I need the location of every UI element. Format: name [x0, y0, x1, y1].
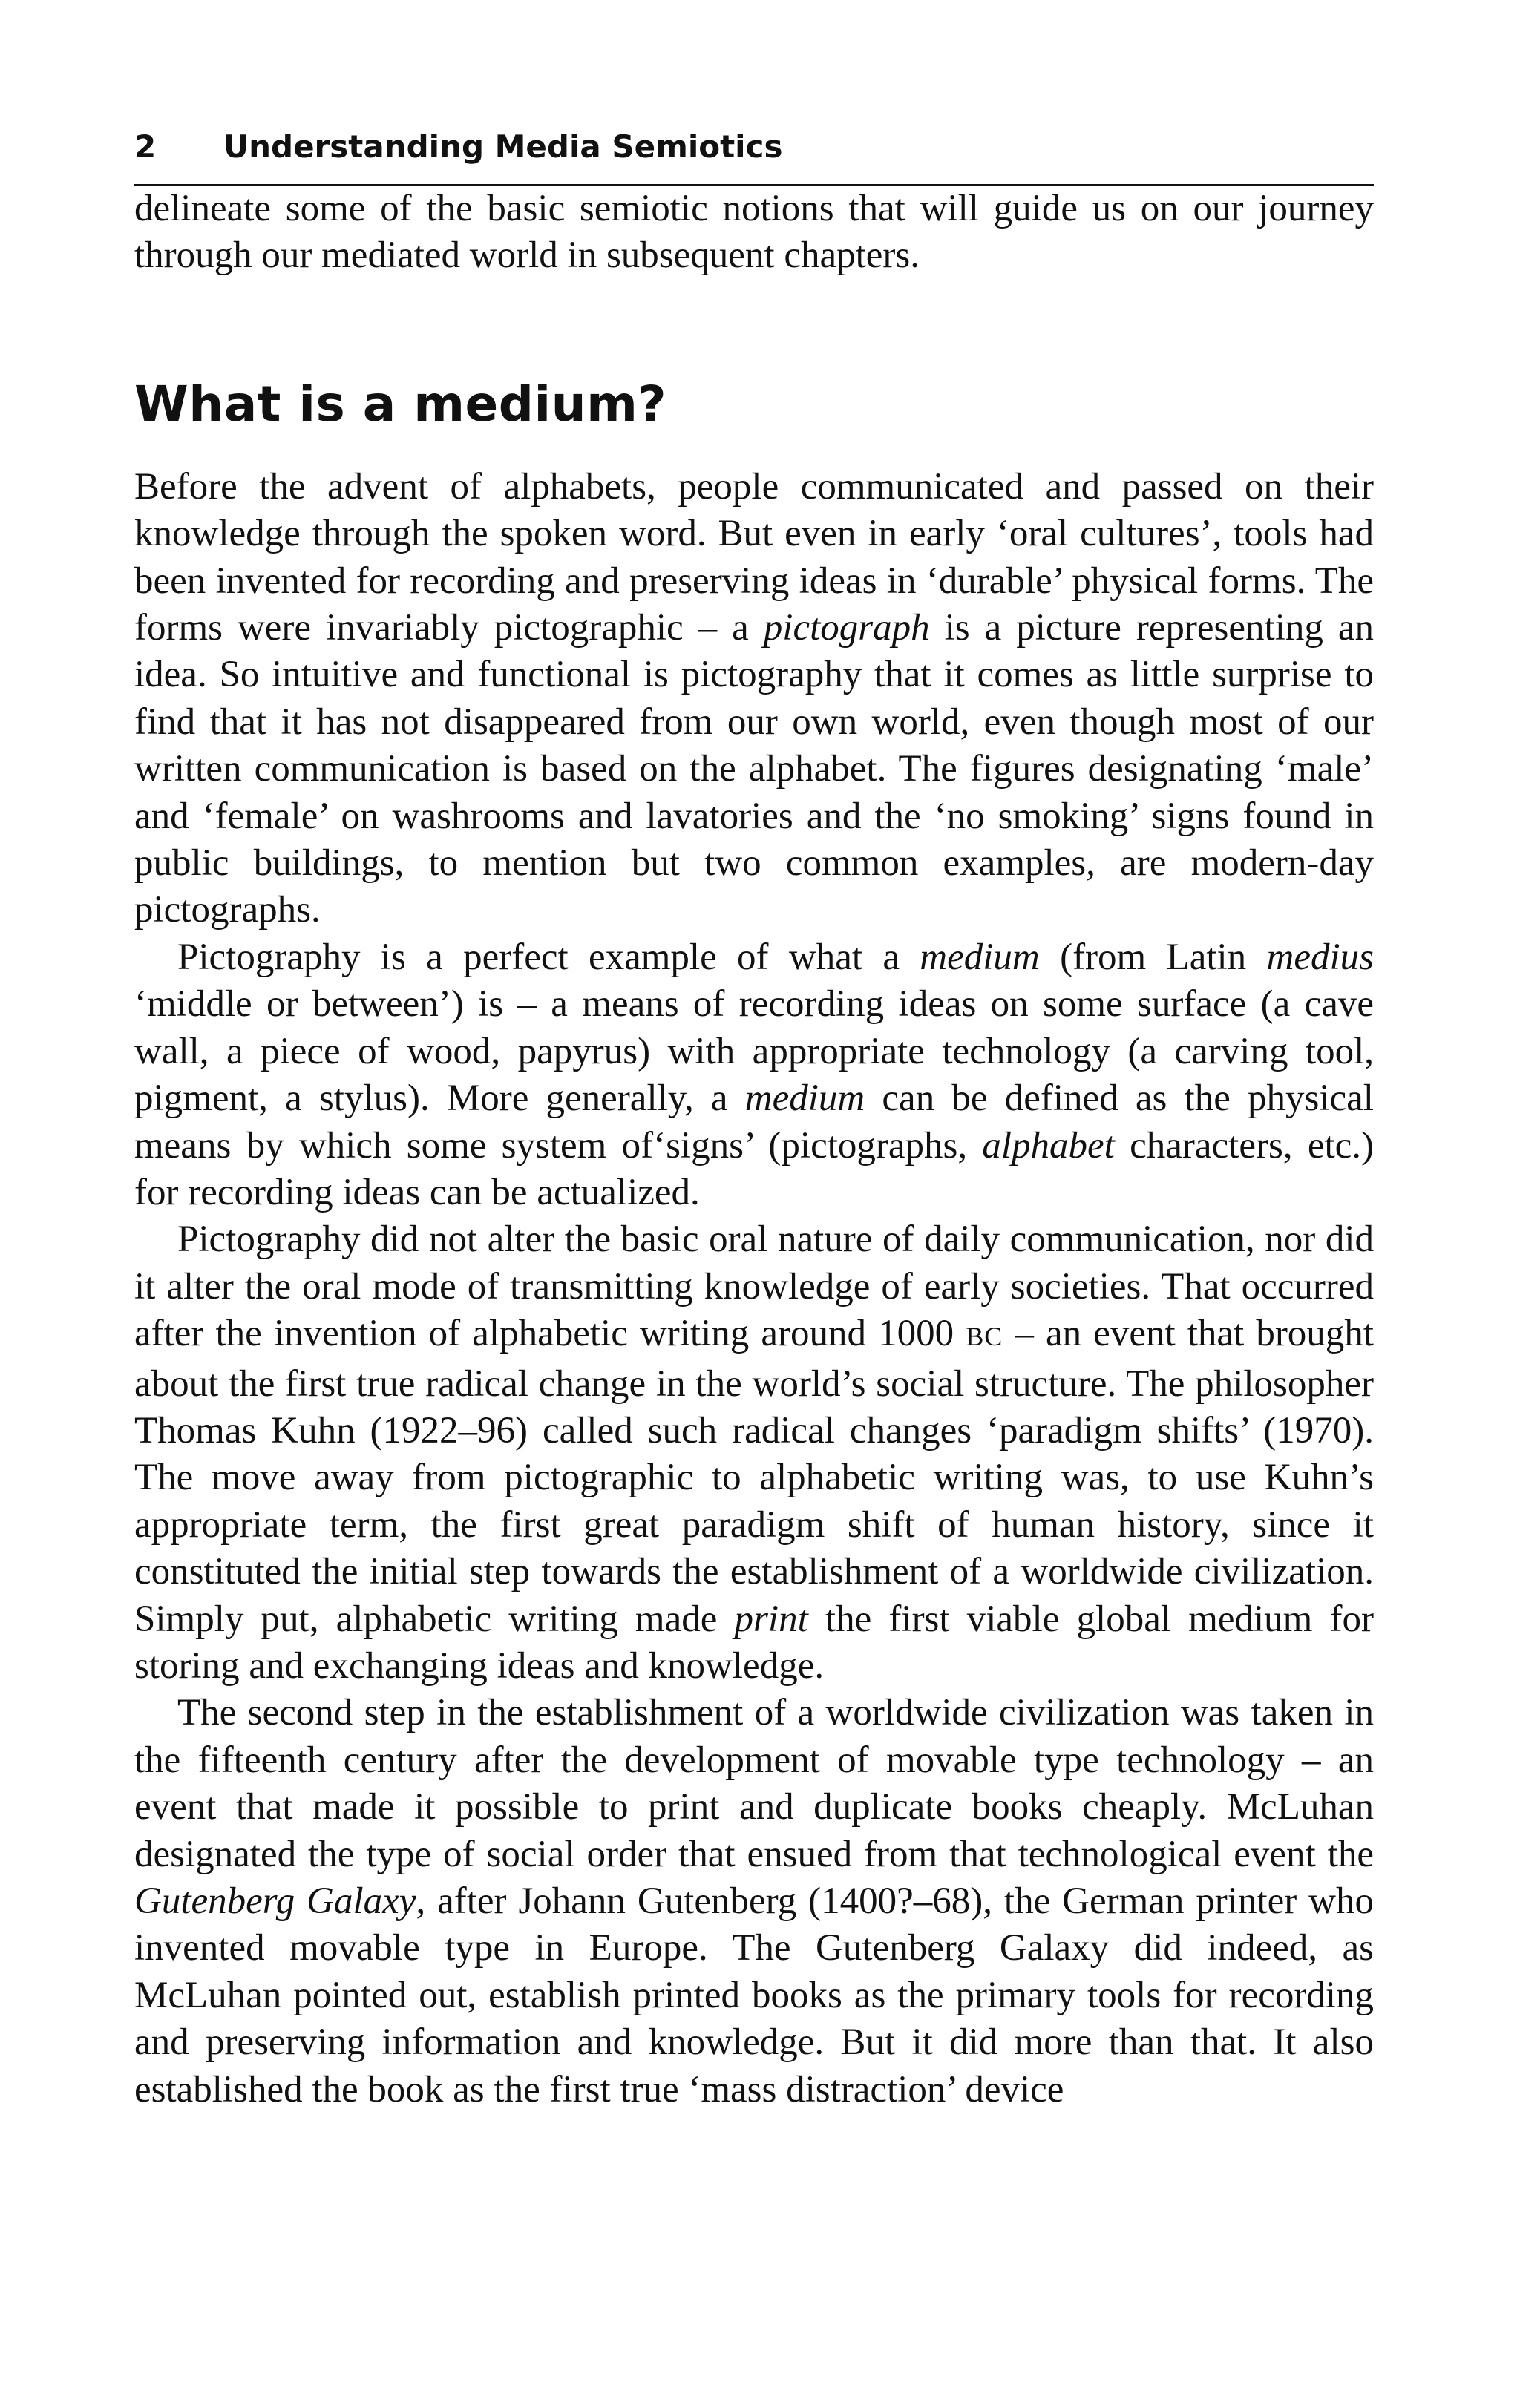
- text-run: Pictography is a perfect example of what a: [177, 936, 920, 978]
- text-run: , after Johann Gutenberg (1400?–68), the German printer who invented movable type in Europe. The Gutenberg Galaxy did indeed, as McLuhan pointed out, establish printed books as the primary tools for recording and preserving information and knowledge. But it did more than that. It also established the book as the first true ‘mass distraction’ device: [134, 1880, 1375, 2110]
- text-run: – an event that brought about the first true radical change in the world’s social structure. The philosopher Thomas Kuhn (1922–96) called such radical changes ‘paradigm shifts’ (1970). The move away from pictographic to alphabetic writing was, to use Kuhn’s appropriate term, the first great paradigm shift of human history, since it constituted the initial step towards the establishment of a worldwide civilization. Simply put, alphabetic writing made: [134, 1313, 1374, 1640]
- italic-term: Gutenberg Galaxy: [134, 1880, 416, 1922]
- small-caps-term: BC: [966, 1322, 1003, 1352]
- italic-term: medium: [920, 936, 1040, 978]
- page-number: 2: [134, 128, 157, 165]
- opening-paragraph: delineate some of the basic semiotic notions that will guide us on our journey through our mediated world in subsequent chapters.: [134, 188, 1374, 277]
- body-text: [134, 186, 1374, 2113]
- paragraph-1: [134, 464, 1374, 934]
- paragraph-3: [134, 1216, 1374, 1690]
- book-title: Understanding Media Semiotics: [223, 128, 783, 165]
- text-run: Before the advent of alphabets, people communicated and passed on their knowledge through the spoken word. But even in early ‘oral cultures’, tools had been invented for recording and preserving ideas in ‘durable’ physical forms. The forms were invariably pictographic – a: [134, 465, 1374, 649]
- italic-term: alphabet: [982, 1124, 1115, 1167]
- paragraph-4: [134, 1690, 1374, 2113]
- running-head: [134, 126, 1374, 186]
- text-run: is a picture representing an idea. So intuitive and functional is pictography that it comes as little surprise to find that it has not disappeared from our own world, even though most of our written communication is based on the alphabet. The figures designating ‘male’ and ‘female’ on washrooms and lavatories and the ‘no smoking’ signs found in public buildings, to mention but two common examples, are modern-day pictographs.: [134, 607, 1374, 931]
- text-run: (from Latin: [1039, 936, 1267, 978]
- italic-term: medium: [744, 1077, 865, 1120]
- italic-term: print: [734, 1598, 808, 1640]
- book-page: [134, 126, 1374, 2113]
- text-run: Pictography did not alter the basic oral nature of daily communication, nor did it alter the oral mode of transmitting knowledge of early societies. That occurred after the invention of alphabetic writing around 1000: [134, 1218, 1374, 1355]
- text-run: characters, etc.) for recording ideas can be actualized.: [134, 1124, 1374, 1213]
- text-run: can be defined as the physical means by which some system of‘signs’ (pictographs,: [134, 1077, 1374, 1167]
- section-heading: What is a medium?: [134, 375, 667, 433]
- italic-term: medius: [1266, 936, 1374, 978]
- text-run: the first viable global medium for storing and exchanging ideas and knowledge.: [134, 1598, 1375, 1687]
- text-run: ‘middle or between’) is – a means of recording ideas on some surface (a cave wall, a piece of wood, papyrus) with appropriate technology (a carving tool, pigment, a stylus). More generally, a: [134, 983, 1374, 1120]
- italic-term: pictograph: [763, 607, 930, 649]
- text-run: The second step in the establishment of a worldwide civilization was taken in the fifteenth century after the development of movable type technology – an event that made it possible to print and duplicate books cheaply. McLuhan designated the type of social order that ensued from that technological event the: [134, 1692, 1374, 1875]
- paragraph-2: [134, 934, 1374, 1216]
